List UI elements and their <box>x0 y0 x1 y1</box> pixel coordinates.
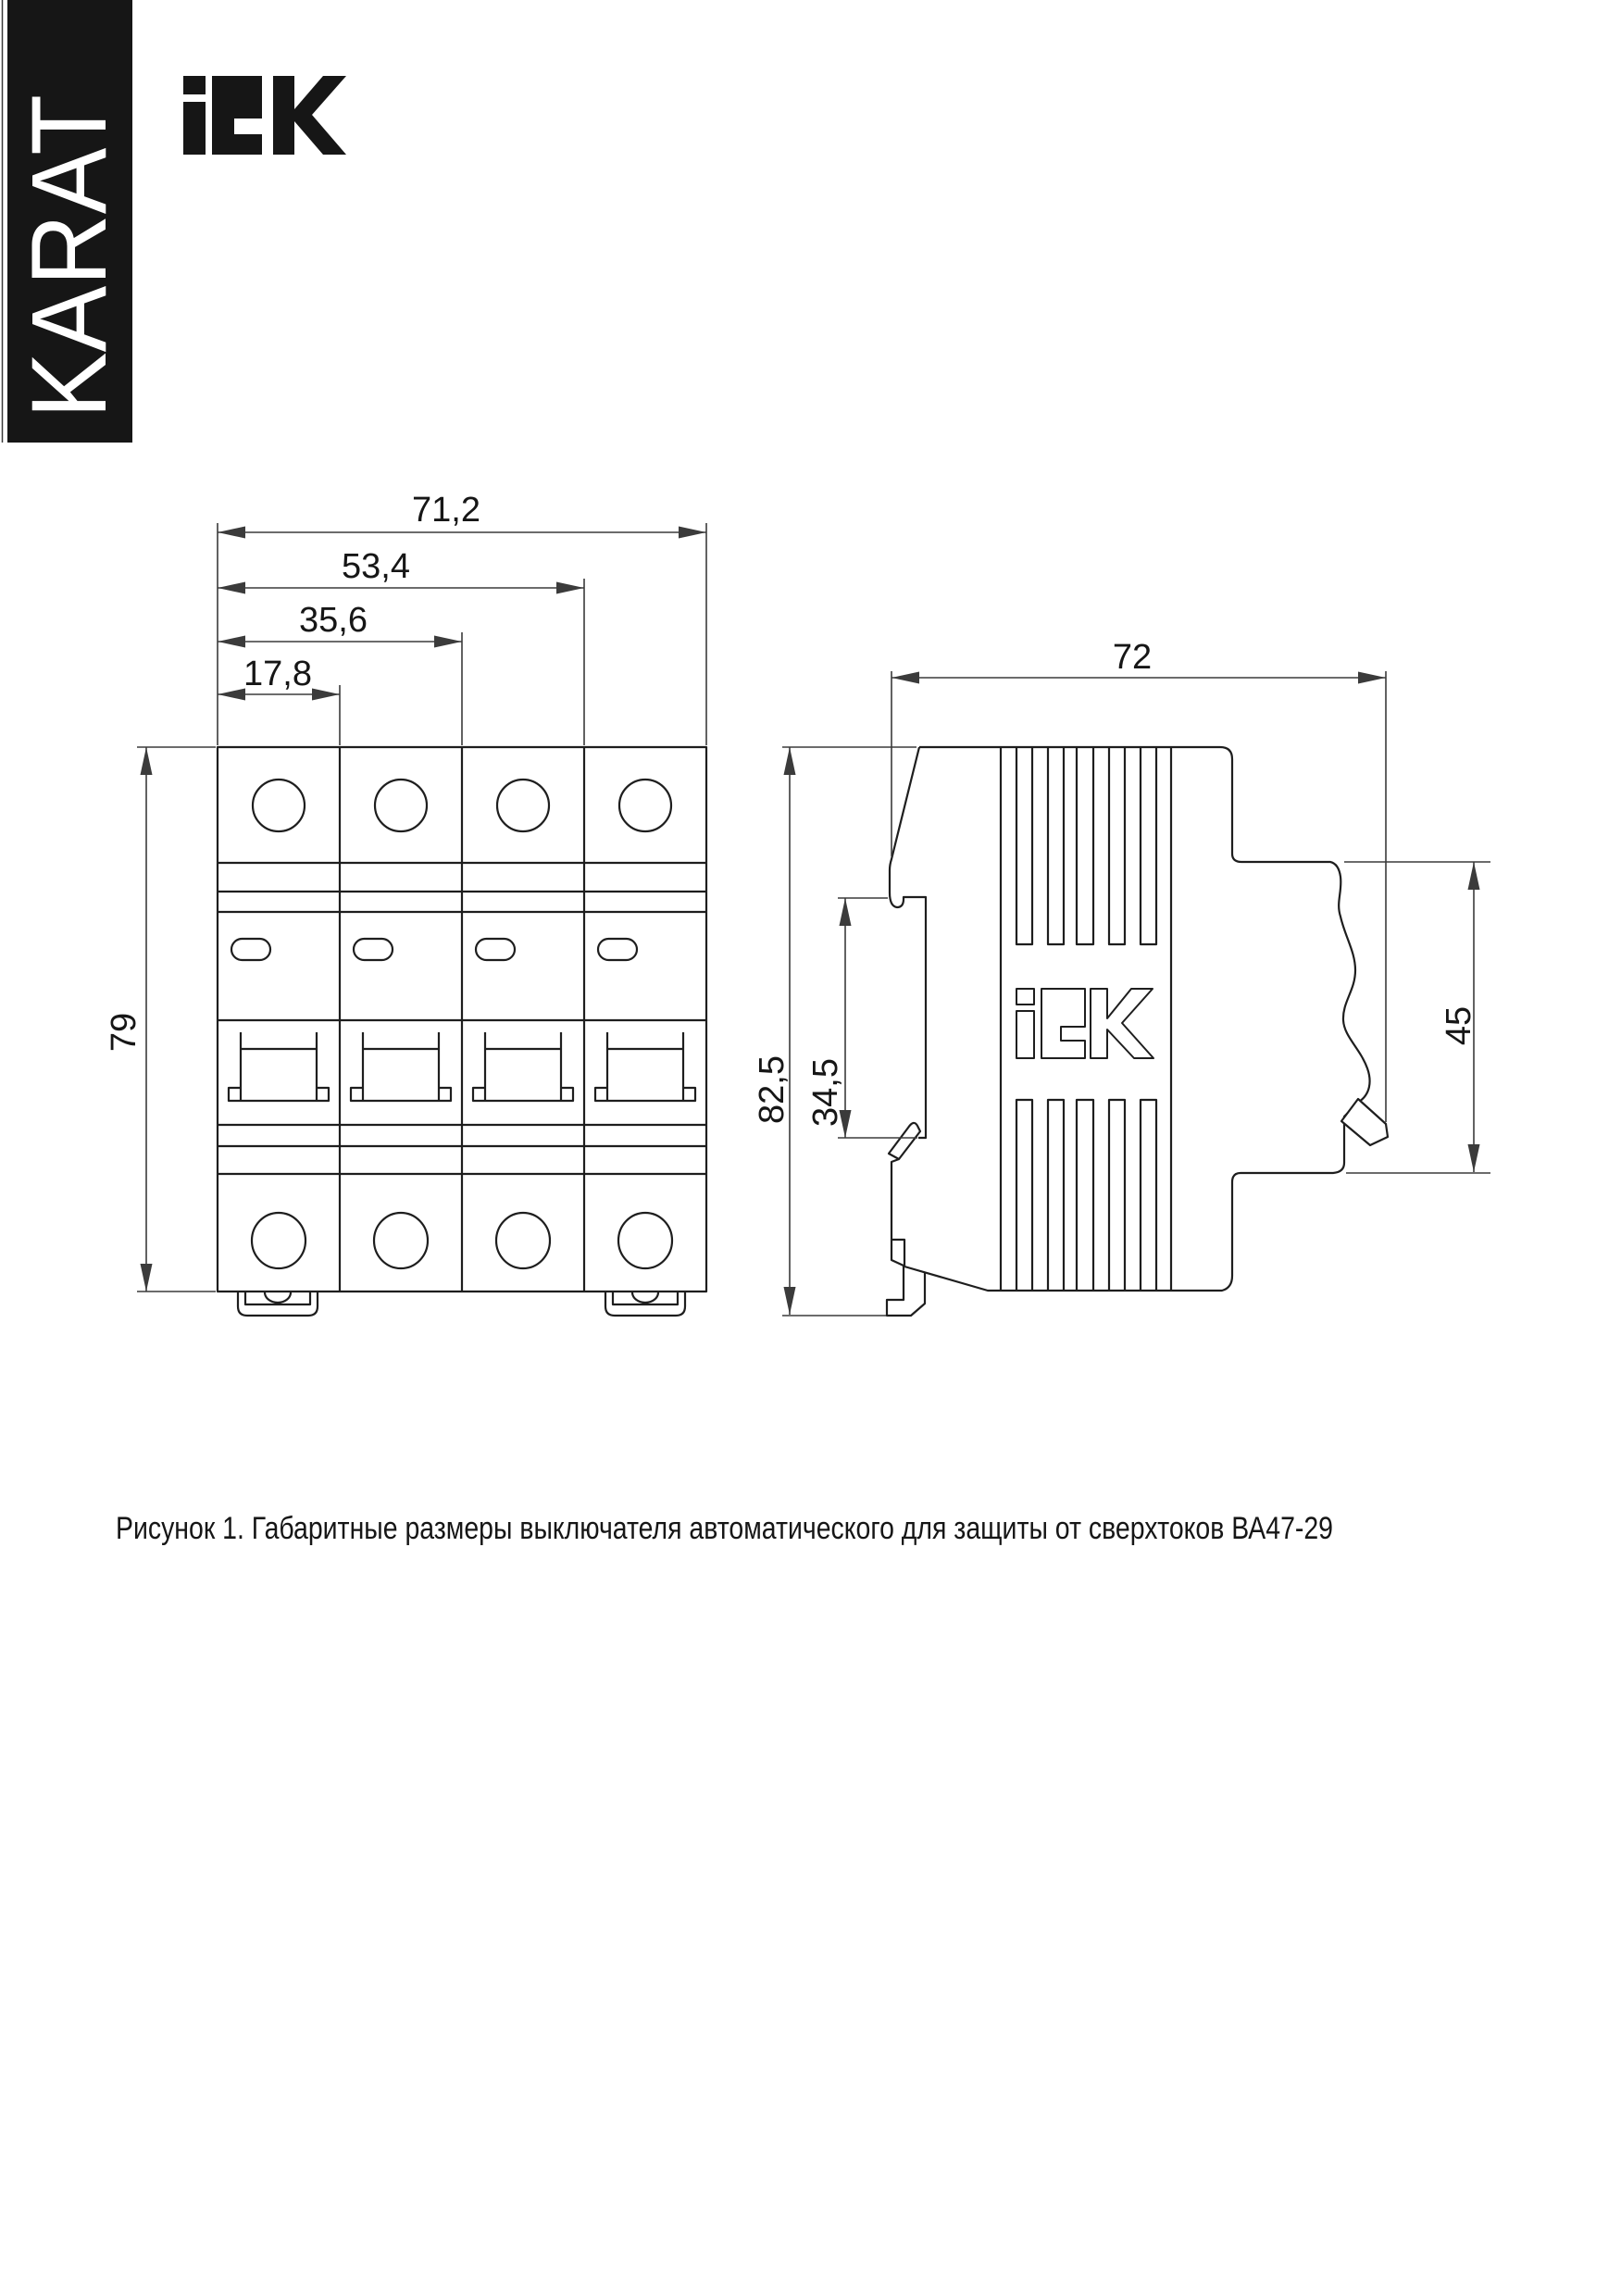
upper-vent-slots <box>1016 747 1156 944</box>
din-clip-body <box>887 1159 925 1316</box>
dim-label-depth: 72 <box>1112 638 1153 677</box>
dim-label-two-pole-width: 35,6 <box>299 601 368 640</box>
dim-label-front-height: 45 <box>1440 1005 1478 1046</box>
dim-label-din-recess-height: 34,5 <box>806 1058 845 1127</box>
karat-banner <box>7 0 132 443</box>
iek-logo-k <box>273 76 346 155</box>
dim-label-height: 79 <box>105 1012 143 1053</box>
figure-caption: Рисунок 1. Габаритные размеры выключателя автоматического для защиты от сверхтоков ВА47-29 <box>116 1511 1333 1546</box>
lower-vent-slots <box>1016 1100 1156 1291</box>
side-dim-arrows <box>784 672 1480 1316</box>
front-view-drawing <box>218 747 706 1316</box>
dim-label-total-height: 82,5 <box>753 1055 792 1124</box>
iek-logo-i-dot <box>183 76 206 94</box>
iek-logo <box>183 76 346 155</box>
dim-label-pole-width: 17,8 <box>243 655 312 693</box>
dim-label-total-width: 71,2 <box>412 491 480 530</box>
iek-logo-e <box>212 76 262 155</box>
din-clip-tab <box>889 1123 920 1159</box>
iek-logo-embossed <box>1016 989 1153 1058</box>
dim-label-three-pole-width: 53,4 <box>342 547 410 586</box>
side-toggle-lever <box>1341 1099 1388 1145</box>
side-body-outline <box>892 747 1370 1291</box>
din-latch-tabs <box>238 1292 685 1316</box>
front-view-dimensions <box>137 523 706 1292</box>
label-windows <box>231 939 637 960</box>
side-view-dimensions <box>782 671 1490 1316</box>
iek-logo-i-stem <box>183 102 206 155</box>
karat-label: KARAT <box>10 71 129 418</box>
side-view-drawing <box>887 747 1388 1316</box>
side-din-groove <box>890 747 926 1138</box>
